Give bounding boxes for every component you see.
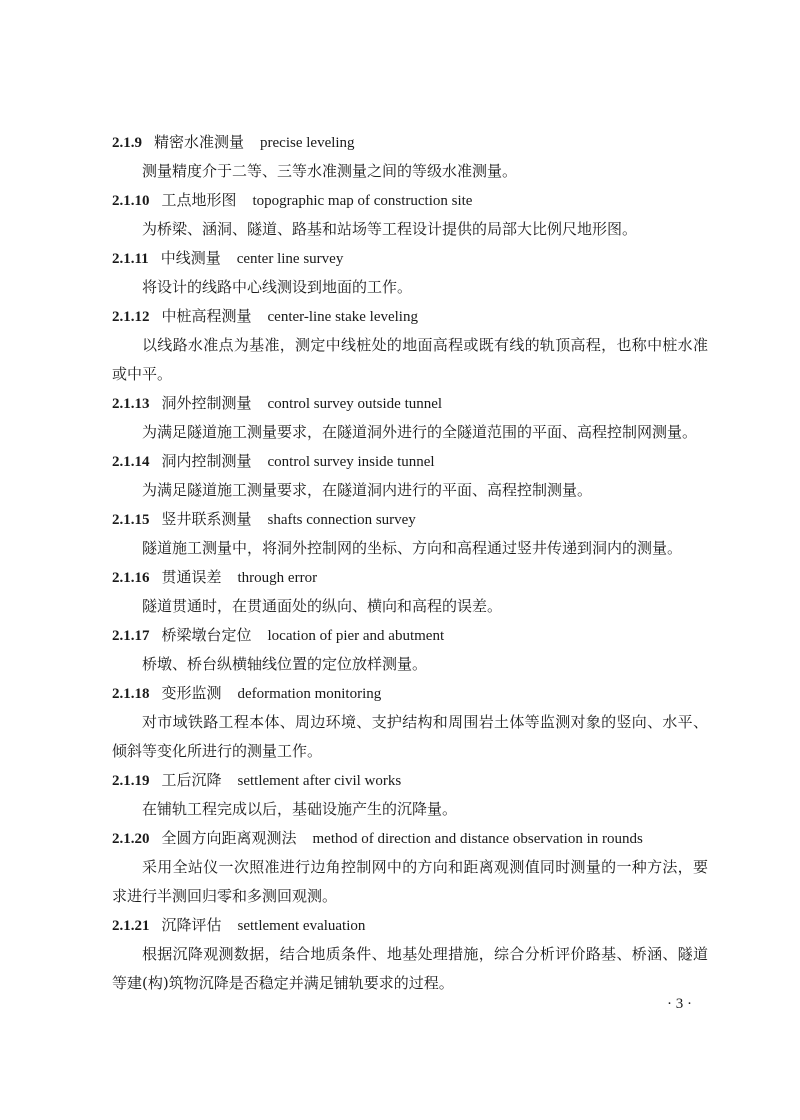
term-entry	[112, 621, 708, 679]
term-entry	[112, 911, 708, 998]
term-definition: 桥墩、桥台纵横轴线位置的定位放样测量。	[142, 655, 428, 673]
term-chinese: 洞内控制测量	[161, 452, 252, 470]
term-heading	[112, 186, 708, 215]
term-definition: 在铺轨工程完成以后，基础设施产生的沉降量。	[142, 800, 458, 818]
term-english: topographic map of construction site	[252, 193, 473, 209]
term-english: deformation monitoring	[237, 686, 382, 702]
term-heading	[112, 621, 708, 650]
term-heading	[112, 505, 708, 534]
term-chinese: 精密水准测量	[154, 133, 245, 151]
term-definition: 以线路水准点为基准，测定中线桩处的地面高程或既有线的轨顶高程，也称中桩水准或中平。	[112, 336, 708, 383]
term-number: 2.1.18	[112, 686, 150, 702]
term-english: settlement after civil works	[237, 773, 402, 789]
term-heading	[112, 563, 708, 592]
term-number: 2.1.13	[112, 396, 150, 412]
term-entry	[112, 186, 708, 244]
term-entry	[112, 447, 708, 505]
term-entry	[112, 128, 708, 186]
term-heading	[112, 389, 708, 418]
term-english: center-line stake leveling	[267, 309, 418, 325]
term-definition: 隧道贯通时，在贯通面处的纵向、横向和高程的误差。	[142, 597, 503, 615]
term-definition: 隧道施工测量中，将洞外控制网的坐标、方向和高程通过竖井传递到洞内的测量。	[142, 539, 683, 557]
term-number: 2.1.12	[112, 309, 150, 325]
term-heading	[112, 679, 708, 708]
term-number: 2.1.11	[112, 251, 149, 267]
term-heading	[112, 911, 708, 940]
page-number: · 3 ·	[667, 996, 692, 1012]
term-heading	[112, 302, 708, 331]
term-english: shafts connection survey	[267, 512, 416, 528]
term-number: 2.1.15	[112, 512, 150, 528]
term-number: 2.1.14	[112, 454, 150, 470]
term-english: settlement evaluation	[237, 918, 366, 934]
term-chinese: 竖井联系测量	[161, 510, 252, 528]
term-english: control survey outside tunnel	[267, 396, 443, 412]
term-number: 2.1.20	[112, 831, 150, 847]
term-chinese: 工点地形图	[161, 191, 237, 209]
term-heading	[112, 766, 708, 795]
term-definition: 为满足隧道施工测量要求，在隧道洞外进行的全隧道范围的平面、高程控制网测量。	[142, 423, 698, 441]
term-chinese: 全圆方向距离观测法	[161, 829, 297, 847]
term-entry	[112, 679, 708, 766]
term-entry	[112, 563, 708, 621]
term-definition: 采用全站仪一次照准进行边角控制网中的方向和距离观测值同时测量的一种方法，要求进行半测回归零和多测回观测。	[112, 858, 708, 905]
terms-list	[112, 128, 708, 998]
term-english: center line survey	[236, 251, 344, 267]
term-chinese: 变形监测	[161, 684, 222, 702]
term-english: method of direction and distance observation in rounds	[312, 831, 643, 847]
term-entry	[112, 824, 708, 911]
term-chinese: 桥梁墩台定位	[161, 626, 252, 644]
term-number: 2.1.19	[112, 773, 150, 789]
term-number: 2.1.21	[112, 918, 150, 934]
term-number: 2.1.17	[112, 628, 150, 644]
term-entry	[112, 766, 708, 824]
term-english: precise leveling	[260, 135, 355, 151]
term-definition: 测量精度介于二等、三等水准测量之间的等级水准测量。	[142, 162, 518, 180]
term-heading	[112, 447, 708, 476]
term-entry	[112, 389, 708, 447]
term-number: 2.1.10	[112, 193, 150, 209]
term-entry	[112, 302, 708, 389]
term-english: through error	[237, 570, 318, 586]
term-entry	[112, 244, 708, 302]
term-english: control survey inside tunnel	[267, 454, 435, 470]
term-number: 2.1.16	[112, 570, 150, 586]
term-chinese: 工后沉降	[161, 771, 222, 789]
term-definition: 对市域铁路工程本体、周边环境、支护结构和周围岩土体等监测对象的竖向、水平、倾斜等变化所进行的测量工作。	[112, 713, 708, 760]
term-definition: 为桥梁、涵洞、隧道、路基和站场等工程设计提供的局部大比例尺地形图。	[142, 220, 638, 238]
term-english: location of pier and abutment	[267, 628, 445, 644]
term-chinese: 洞外控制测量	[161, 394, 252, 412]
term-definition: 为满足隧道施工测量要求，在隧道洞内进行的平面、高程控制测量。	[142, 481, 593, 499]
term-heading	[112, 244, 708, 273]
term-heading	[112, 824, 708, 853]
term-number: 2.1.9	[112, 135, 142, 151]
term-definition: 将设计的线路中心线测设到地面的工作。	[142, 278, 413, 296]
term-chinese: 中桩高程测量	[161, 307, 252, 325]
term-chinese: 中线测量	[160, 249, 221, 267]
term-heading	[112, 128, 708, 157]
term-definition: 根据沉降观测数据，结合地质条件、地基处理措施，综合分析评价路基、桥涵、隧道等建(构)筑物沉降是否稳定并满足铺轨要求的过程。	[112, 945, 708, 992]
term-chinese: 沉降评估	[161, 916, 222, 934]
term-entry	[112, 505, 708, 563]
term-chinese: 贯通误差	[161, 568, 222, 586]
